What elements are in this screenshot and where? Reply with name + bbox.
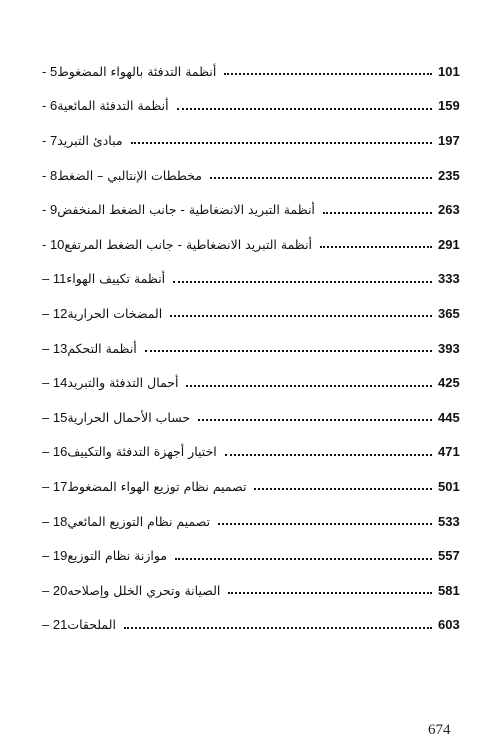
- toc-entry-page: 235: [438, 167, 460, 183]
- toc-entry: [36, 296, 468, 331]
- toc-entry-page: 501: [438, 478, 460, 494]
- toc-entry: [36, 400, 468, 435]
- toc-entry-page: 393: [438, 340, 460, 356]
- toc-entry-number: 6 -: [42, 98, 58, 114]
- toc-entry-number: 11 –: [42, 271, 67, 287]
- page-number: 674: [428, 722, 451, 738]
- toc-entry-number: 21 –: [42, 617, 68, 633]
- dot-leader: [320, 246, 432, 248]
- toc-entry-title: أنظمة التبريد الانضغاطية - جانب الضغط المنخفض: [57, 202, 315, 218]
- toc-entry: [36, 227, 468, 262]
- toc-entry-number: 18 –: [42, 513, 68, 529]
- toc-entry-page: 333: [438, 271, 460, 287]
- toc-entry-page: 365: [438, 305, 460, 321]
- toc-entry-number: 20 –: [42, 582, 68, 598]
- toc-entry-number: 14 –: [42, 375, 68, 391]
- dot-leader: [186, 385, 432, 387]
- toc-entry-number: 15 –: [42, 409, 68, 425]
- toc-entry-page: 425: [438, 375, 460, 391]
- toc-entry-number: 13 –: [42, 340, 68, 356]
- toc-entry-title: أنظمة التدفئة بالهواء المضغوط: [57, 63, 217, 79]
- toc-entry-title: حساب الأحمال الحرارية: [67, 409, 191, 425]
- toc-entry-number: 17 –: [42, 478, 68, 494]
- toc-entry-title: مخططات الإنتالبي – الضغط: [57, 167, 202, 183]
- toc-entry-page: 557: [438, 548, 460, 564]
- toc-entry: [36, 538, 468, 573]
- dot-leader: [145, 350, 432, 352]
- toc-entry: [36, 331, 468, 366]
- dot-leader: [210, 177, 432, 179]
- toc-entry: [36, 89, 468, 124]
- toc-entry-page: 197: [438, 132, 460, 148]
- toc-entry-title: موازنة نظام التوزيع: [67, 548, 168, 564]
- toc-entry: [36, 158, 468, 193]
- dot-leader: [225, 454, 432, 456]
- toc-entry: [36, 123, 468, 158]
- toc-entry-page: 445: [438, 409, 460, 425]
- toc-entry-title: أنظمة تكييف الهواء: [66, 271, 166, 287]
- toc-entry-number: 10 -: [42, 236, 65, 252]
- dot-leader: [218, 523, 432, 525]
- dot-leader: [224, 73, 432, 75]
- toc-entry-page: 533: [438, 513, 460, 529]
- toc-entry-title: تصميم نظام توزيع الهواء المضغوط: [67, 478, 247, 494]
- dot-leader: [254, 488, 432, 490]
- toc-entry-page: 581: [438, 582, 460, 598]
- toc-entry: [36, 608, 468, 643]
- toc-entry: [36, 192, 468, 227]
- toc-entry-title: الملحقات: [67, 617, 116, 633]
- dot-leader: [175, 558, 432, 560]
- toc-entry: [36, 54, 468, 89]
- dot-leader: [228, 592, 432, 594]
- toc-entry-number: 12 –: [42, 305, 68, 321]
- dot-leader: [198, 419, 432, 421]
- toc-entry-title: أحمال التدفئة والتبريد: [67, 375, 179, 391]
- table-of-contents: [36, 54, 468, 642]
- toc-entry-number: 9 -: [42, 202, 58, 218]
- toc-entry: [36, 365, 468, 400]
- toc-entry: [36, 469, 468, 504]
- dot-leader: [323, 212, 432, 214]
- toc-entry-number: 16 –: [42, 444, 68, 460]
- toc-entry-title: اختيار أجهزة التدفئة والتكييف: [67, 444, 217, 460]
- toc-entry: [36, 504, 468, 539]
- dot-leader: [124, 627, 432, 629]
- toc-entry-number: 8 -: [42, 167, 58, 183]
- toc-entry: [36, 573, 468, 608]
- toc-entry: [36, 262, 468, 297]
- toc-entry-number: 5 -: [42, 63, 58, 79]
- toc-entry-title: تصميم نظام التوزيع المائعي: [67, 513, 211, 529]
- toc-entry-number: 19 –: [42, 548, 68, 564]
- dot-leader: [170, 315, 432, 317]
- toc-entry-title: مبادئ التبريد: [57, 132, 123, 148]
- toc-entry-page: 263: [438, 202, 460, 218]
- toc-entry-page: 101: [438, 63, 460, 79]
- toc-entry: [36, 435, 468, 470]
- toc-entry-number: 7 -: [42, 132, 58, 148]
- toc-entry-title: أنظمة التبريد الانضغاطية - جانب الضغط المرتفع: [64, 236, 313, 252]
- toc-entry-page: 159: [438, 98, 460, 114]
- toc-entry-page: 291: [438, 236, 460, 252]
- toc-entry-page: 471: [438, 444, 460, 460]
- toc-entry-title: أنظمة التدفئة المائعية: [57, 98, 169, 114]
- dot-leader: [131, 142, 432, 144]
- toc-entry-page: 603: [438, 617, 460, 633]
- dot-leader: [173, 281, 432, 283]
- toc-entry-title: الصيانة وتحري الخلل وإصلاحه: [67, 582, 221, 598]
- toc-entry-title: المضخات الحرارية: [67, 305, 163, 321]
- dot-leader: [177, 108, 432, 110]
- toc-entry-title: أنظمة التحكم: [67, 340, 137, 356]
